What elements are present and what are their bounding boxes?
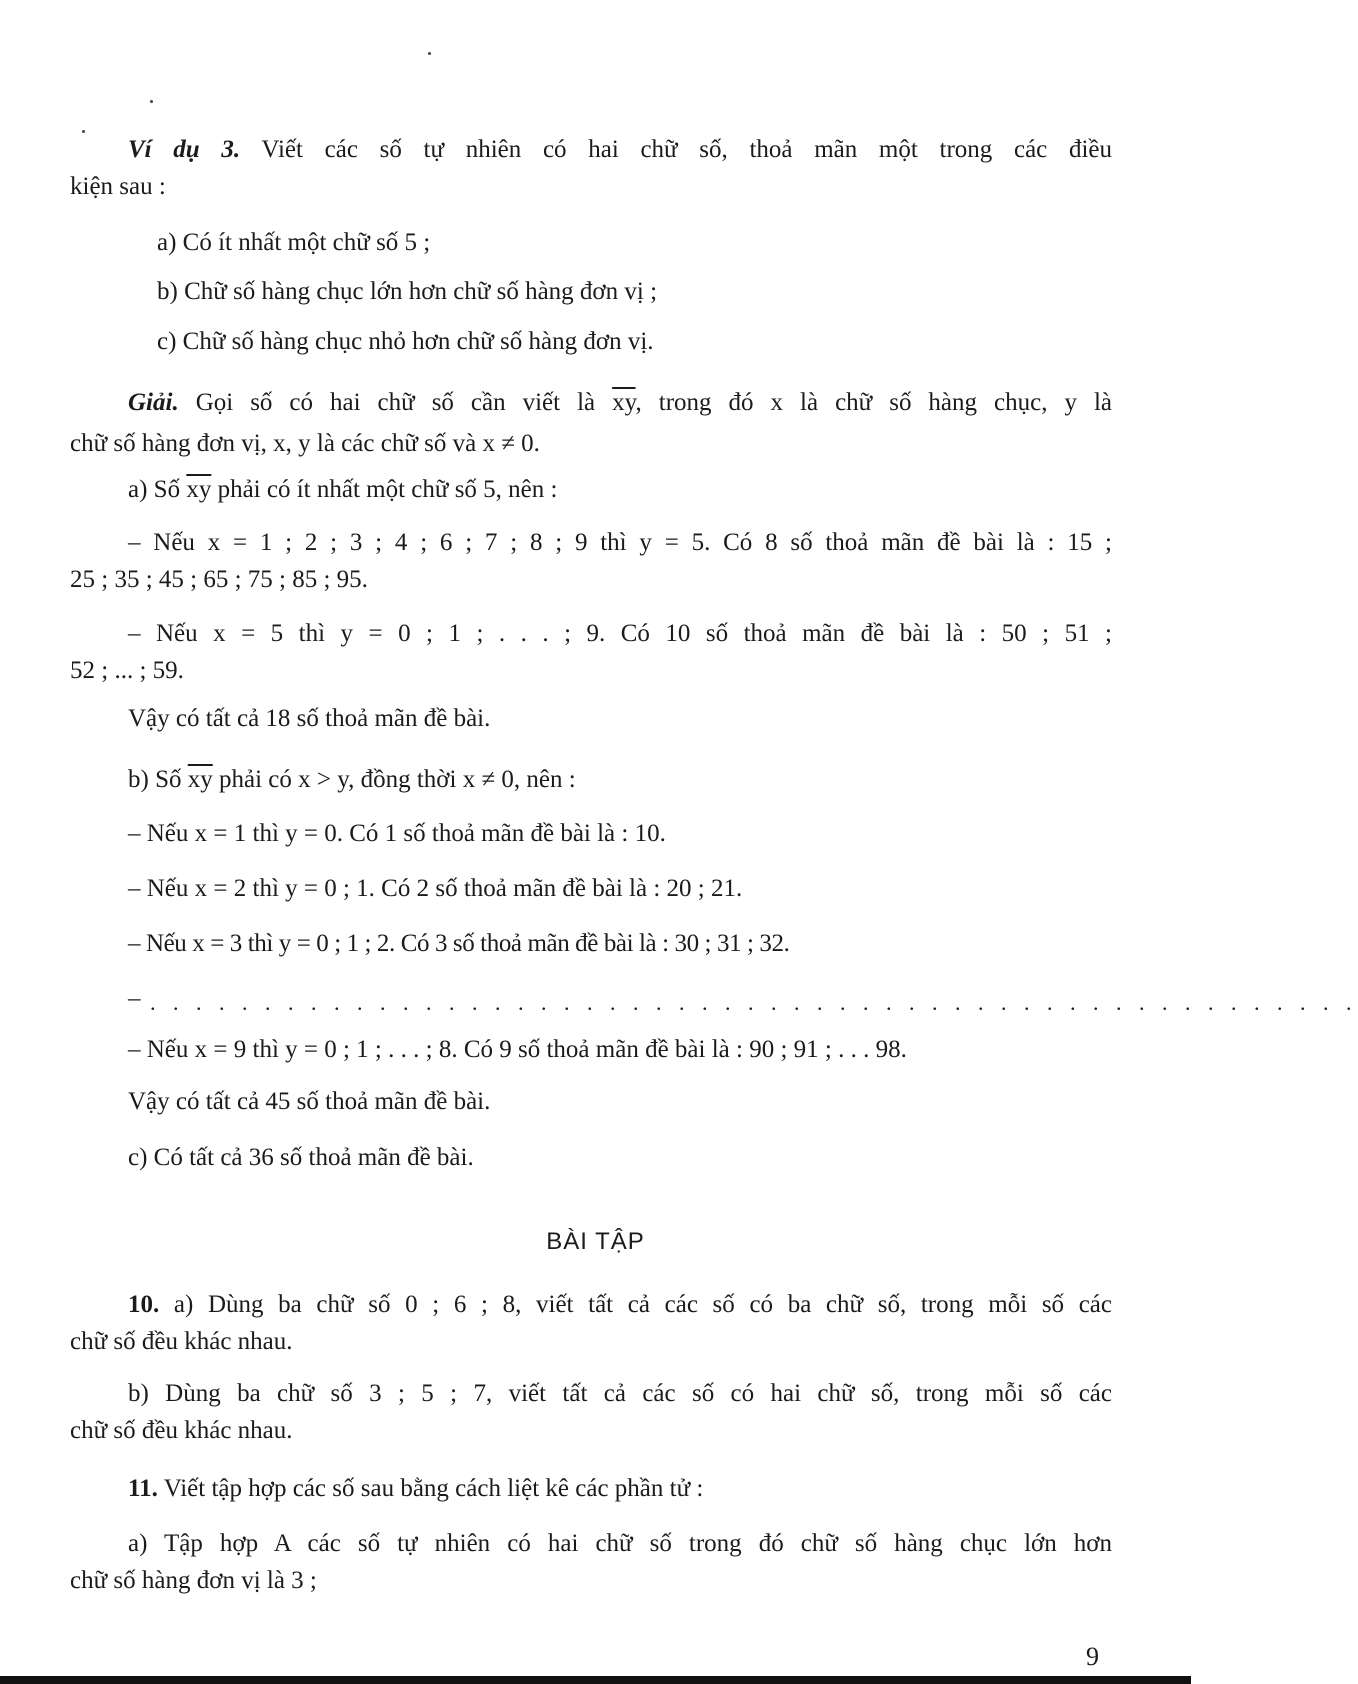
part-b-intro bbox=[128, 764, 576, 796]
part-a-intro bbox=[128, 474, 557, 506]
solution-label: Giải. bbox=[128, 389, 179, 416]
solution-text-post: , trong đó x là chữ số hàng chục, y là bbox=[635, 389, 1113, 416]
part-b-intro-pre: b) Số bbox=[128, 766, 182, 793]
part-a-intro-post: phải có ít nhất một chữ số 5, nên : bbox=[217, 476, 558, 503]
part-b-intro-post: phải có x > y, đồng thời x ≠ 0, nên : bbox=[218, 766, 576, 793]
ex10-a-line1 bbox=[128, 1289, 1112, 1321]
part-c-answer: c) Có tất cả 36 số thoả mãn đề bài. bbox=[128, 1144, 474, 1171]
condition-a: a) Có ít nhất một chữ số 5 ; bbox=[157, 229, 431, 256]
part-b-case-3: – Nếu x = 3 thì y = 0 ; 1 ; 2. Có 3 số thoả mãn đề bài là : 30 ; 31 ; 32. bbox=[128, 930, 790, 957]
part-a-intro-pre: a) Số bbox=[128, 476, 181, 503]
part-a-case2-line1: – Nếu x = 5 thì y = 0 ; 1 ; . . . ; 9. Có 10 số thoả mãn đề bài là : 50 ; 51 ; bbox=[128, 620, 1112, 647]
scan-speck bbox=[82, 130, 85, 133]
scan-speck bbox=[428, 52, 431, 55]
solution-text-pre: Gọi số có hai chữ số cần viết là bbox=[195, 389, 596, 416]
part-b-case-2: – Nếu x = 2 thì y = 0 ; 1. Có 2 số thoả mãn đề bài là : 20 ; 21. bbox=[128, 875, 743, 902]
ex10-b-line2: chữ số đều khác nhau. bbox=[70, 1417, 293, 1444]
condition-c: c) Chữ số hàng chục nhỏ hơn chữ số hàng đơn vị. bbox=[157, 328, 654, 355]
xy-overline: $\overline{xy}$ bbox=[612, 389, 636, 416]
part-b-conclusion: Vậy có tất cả 45 số thoả mãn đề bài. bbox=[128, 1088, 491, 1115]
ex11-intro-text: Viết tập hợp các số sau bằng cách liệt kê các phần tử : bbox=[163, 1475, 704, 1502]
part-a-case1-line1: – Nếu x = 1 ; 2 ; 3 ; 4 ; 6 ; 7 ; 8 ; 9 thì y = 5. Có 8 số thoả mãn đề bài là : 15 ; bbox=[128, 529, 1112, 556]
condition-b: b) Chữ số hàng chục lớn hơn chữ số hàng đơn vị ; bbox=[157, 278, 658, 305]
part-b-last-case: – Nếu x = 9 thì y = 0 ; 1 ; . . . ; 8. Có 9 số thoả mãn đề bài là : 90 ; 91 ; . . . 98. bbox=[128, 1036, 907, 1063]
part-a-conclusion: Vậy có tất cả 18 số thoả mãn đề bài. bbox=[128, 705, 491, 732]
exercises-heading: BÀI TẬP bbox=[546, 1228, 645, 1255]
part-a-case2-line2: 52 ; ... ; 59. bbox=[70, 657, 184, 684]
ex10-number: 10. bbox=[128, 1291, 160, 1318]
example-statement-line2: kiện sau : bbox=[70, 173, 166, 200]
ex11-a-line2: chữ số hàng đơn vị là 3 ; bbox=[70, 1567, 317, 1594]
ex11-intro bbox=[128, 1473, 703, 1505]
example-statement-line1 bbox=[128, 134, 1112, 166]
part-a-case1-line2: 25 ; 35 ; 45 ; 65 ; 75 ; 85 ; 95. bbox=[70, 566, 368, 593]
ex10-a-text: a) Dùng ba chữ số 0 ; 6 ; 8, viết tất cả các số có ba chữ số, trong mỗi số các bbox=[173, 1291, 1112, 1318]
page-number: 9 bbox=[1086, 1642, 1099, 1671]
xy-overline: $\overline{xy}$ bbox=[186, 476, 212, 503]
example-text: Viết các số tự nhiên có hai chữ số, thoả mãn một trong các điều bbox=[261, 136, 1112, 163]
scan-speck bbox=[150, 100, 153, 103]
ellipsis-dots: . . . . . . . . . . . . . . . . . . . . . . . . . . . . . . . . . . . . . . . . . . . . . . . . . . . . . bbox=[150, 990, 1358, 1015]
ellipsis-dash: – bbox=[128, 985, 141, 1012]
solution-line2: chữ số hàng đơn vị, x, y là các chữ số và x ≠ 0. bbox=[70, 430, 540, 457]
example-label: Ví dụ 3. bbox=[128, 136, 241, 163]
bottom-edge bbox=[0, 1676, 1191, 1684]
ex10-a-line2: chữ số đều khác nhau. bbox=[70, 1328, 293, 1355]
ex11-a-line1: a) Tập hợp A các số tự nhiên có hai chữ số trong đó chữ số hàng chục lớn hơn bbox=[128, 1530, 1112, 1557]
solution-line1 bbox=[128, 387, 1112, 419]
ex11-number: 11. bbox=[128, 1475, 158, 1502]
xy-overline: $\overline{xy}$ bbox=[187, 766, 213, 793]
part-b-case-1: – Nếu x = 1 thì y = 0. Có 1 số thoả mãn đề bài là : 10. bbox=[128, 820, 666, 847]
ex10-b-line1: b) Dùng ba chữ số 3 ; 5 ; 7, viết tất cả các số có hai chữ số, trong mỗi số các bbox=[128, 1380, 1112, 1407]
